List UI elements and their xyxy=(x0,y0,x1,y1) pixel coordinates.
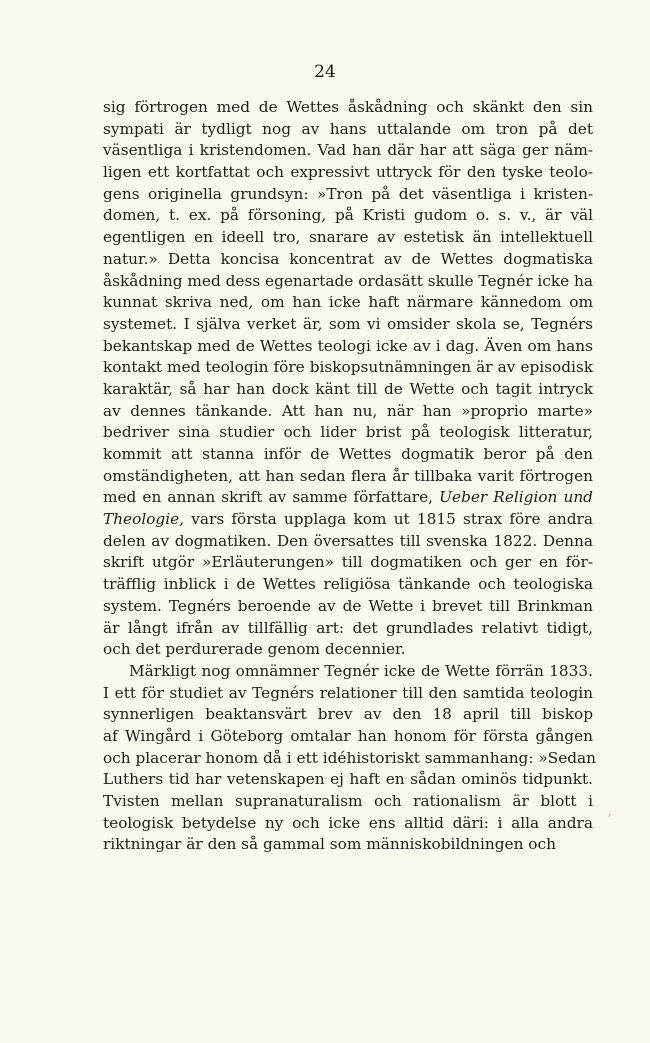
text-line: sig förtrogen med de Wettes åskådning och skänkt den sin xyxy=(103,98,593,116)
text-line: gens originella grundsyn: »Tron på det väsentliga i kristen- xyxy=(103,184,593,203)
text-line: karaktär, så har han dock känt till de Wette och tagit intryck xyxy=(103,379,593,398)
text-line: system. Tegnérs beroende av de Wette i brevet till Brinkman xyxy=(103,596,593,615)
book-title-italic: Theologie, xyxy=(103,510,185,529)
text-line: Märkligt nog omnämner Tegnér icke de Wette förrän 1833. xyxy=(129,661,593,680)
text-line: kontakt med teologin före biskopsutnämningen är av episodisk xyxy=(103,358,593,377)
text-line: synnerligen beaktansvärt brev av den 18 april till biskop xyxy=(103,705,593,724)
text-line: systemet. I själva verket är, som vi omsider skola se, Tegnérs xyxy=(103,314,593,333)
text-line: och placerar honom då i ett idéhistoriskt sammanhang: »Sedan xyxy=(103,748,597,767)
text-line: träfflig inblick i de Wettes religiösa tänkande och teologiska xyxy=(103,575,593,594)
text-line: kunnat skriva ned, om han icke haft närmare kännedom om xyxy=(103,293,593,312)
text-line: väsentliga i kristendomen. Vad han där har att säga ger näm- xyxy=(103,141,593,160)
line-text: vars första upplaga kom ut 1815 strax före andra xyxy=(191,510,593,529)
text-line: egentligen en ideell tro, snarare av estetisk än intellektuell xyxy=(103,228,593,247)
text-line: natur.» Detta koncisa koncentrat av de Wettes dogmatiska xyxy=(103,249,593,268)
book-title-italic: Ueber Religion und xyxy=(439,488,593,507)
text-line: skrift utgör »Erläuterungen» till dogmatiken och ger en för- xyxy=(103,553,593,572)
text-line: domen, t. ex. på försoning, på Kristi gudom o. s. v., är väl xyxy=(103,206,593,225)
page-number: 24 xyxy=(314,62,336,82)
text-line: Luthers tid har vetenskapen ej haft en sådan ominös tidpunkt. xyxy=(103,770,593,789)
text-line-with-title xyxy=(103,509,593,531)
text-line: af Wingård i Göteborg omtalar han honom för första gången xyxy=(103,726,593,745)
text-line: och det perdurerade genom decennier. xyxy=(103,640,406,659)
text-line: av dennes tänkande. Att han nu, när han »proprio marte» xyxy=(103,401,593,420)
text-line: omständigheten, att han sedan flera år tillbaka varit förtrogen xyxy=(103,466,593,485)
text-line: bedriver sina studier och lider brist på teologisk litteratur, xyxy=(103,423,593,442)
text-line: I ett för studiet av Tegnérs relationer till den samtida teologin xyxy=(103,683,593,702)
text-line: ligen ett kortfattat och expressivt uttryck för den tyske teolo- xyxy=(103,163,593,182)
text-line-with-title xyxy=(103,487,593,509)
margin-pencil-mark: ' xyxy=(604,810,613,826)
body-text xyxy=(103,97,597,856)
text-line: kommit att stanna inför de Wettes dogmatik beror på den xyxy=(103,445,593,463)
line-text: med en annan skrift av samme författare, xyxy=(103,488,434,507)
text-line: sympati är tydligt nog av hans uttalande om tron på det xyxy=(103,119,593,138)
text-line: åskådning med dess egenartade ordasätt skulle Tegnér icke ha xyxy=(103,271,593,290)
text-line: teologisk betydelse ny och icke ens alltid däri: i alla andra xyxy=(103,813,593,832)
text-line: är långt ifrån av tillfällig art: det grundlades relativt tidigt, xyxy=(103,618,593,637)
text-line: Tvisten mellan supranaturalism och rationalism är blott i xyxy=(103,792,593,810)
text-line: riktningar är den så gammal som människobildningen och xyxy=(103,835,556,854)
text-line: delen av dogmatiken. Den översattes till svenska 1822. Denna xyxy=(103,531,593,550)
text-line: bekantskap med de Wettes teologi icke av i dag. Även om hans xyxy=(103,336,593,355)
